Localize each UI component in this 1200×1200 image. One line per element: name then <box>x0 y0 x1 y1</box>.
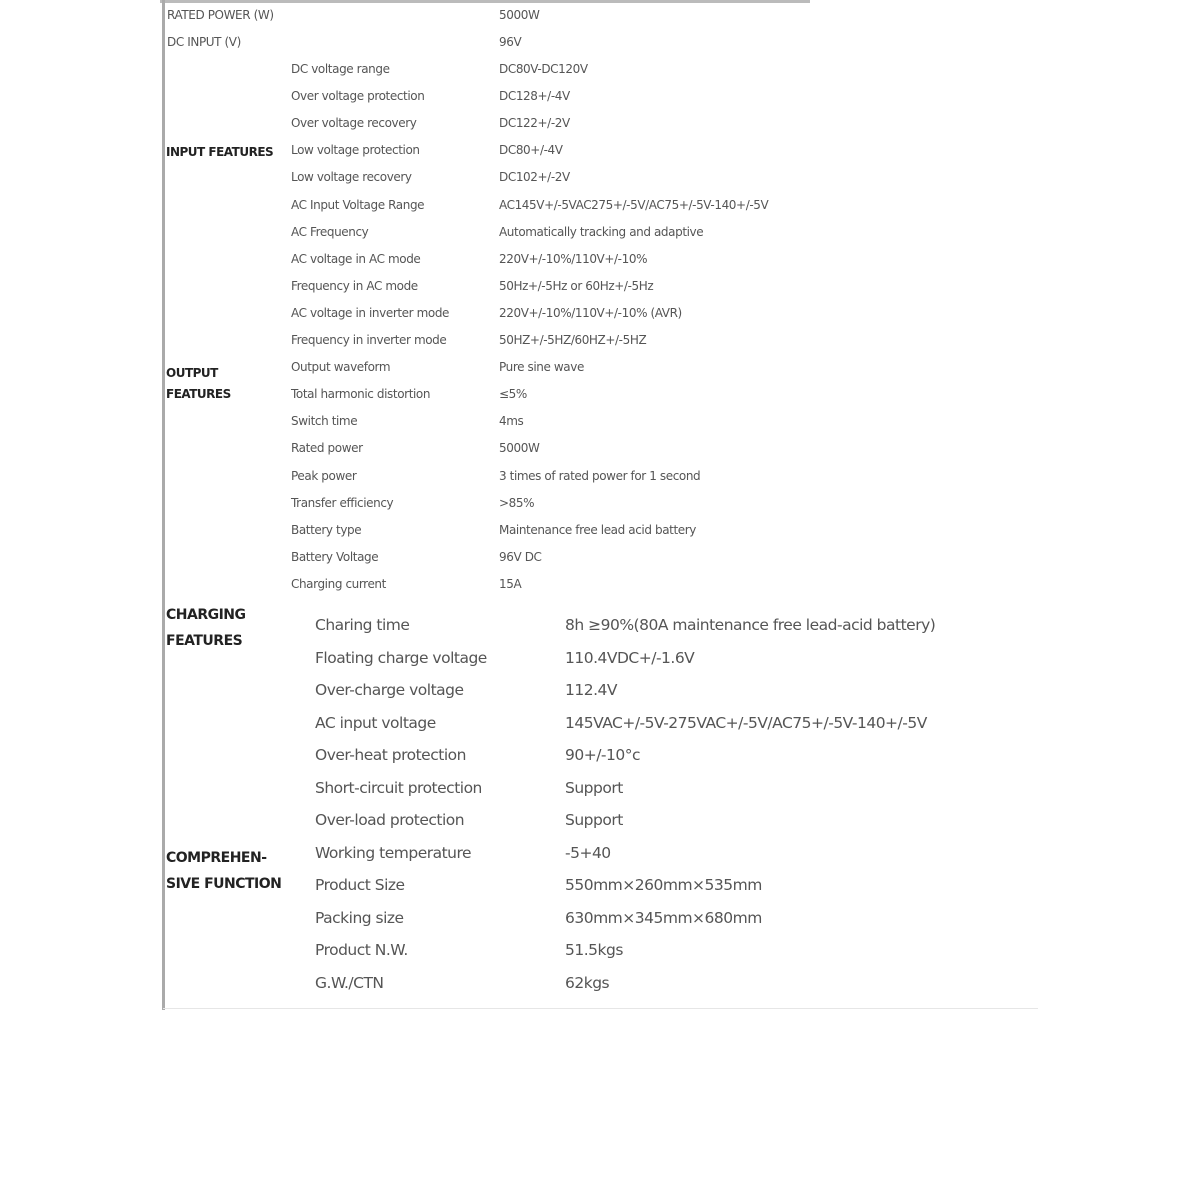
spec-value: Support <box>565 778 623 797</box>
spec-value: 15A <box>499 576 522 591</box>
group-output-features: OUTPUT FEATURES <box>166 366 231 401</box>
spec-value: 96V DC <box>499 549 542 564</box>
spec-label: AC voltage in inverter mode <box>291 305 450 320</box>
spec-value: 3 times of rated power for 1 second <box>499 468 701 483</box>
spec-label: Over-heat protection <box>315 746 466 764</box>
spec-value: Maintenance free lead acid battery <box>499 522 696 537</box>
table-left-border <box>162 0 165 1010</box>
spec-label: Battery type <box>291 522 362 537</box>
spec-value: 8h ≥90%(80A maintenance free lead-acid battery) <box>565 616 936 634</box>
spec-value: 5000W <box>499 8 540 22</box>
spec-value: 62kgs <box>565 973 610 992</box>
spec-value: DC80V-DC120V <box>499 62 588 76</box>
spec-label: Rated power <box>291 441 363 456</box>
spec-label: Transfer efficiency <box>291 495 394 510</box>
spec-label: Frequency in inverter mode <box>291 333 447 347</box>
spec-label: Over voltage recovery <box>291 116 417 131</box>
spec-value: >85% <box>499 495 535 510</box>
spec-label: Packing size <box>315 908 404 927</box>
spec-label: Peak power <box>291 468 357 483</box>
spec-value: Pure sine wave <box>499 360 584 375</box>
spec-label: Total harmonic distortion <box>291 387 431 402</box>
spec-label: Low voltage protection <box>291 143 420 158</box>
spec-label: AC input voltage <box>315 713 436 732</box>
spec-label: Output waveform <box>291 360 391 375</box>
spec-value: DC102+/-2V <box>499 170 570 185</box>
spec-label: Charging current <box>291 576 386 591</box>
spec-label: DC INPUT (V) <box>167 35 241 49</box>
spec-label: Short-circuit protection <box>315 778 482 797</box>
group-charging-features: CHARGING FEATURES <box>166 607 246 649</box>
spec-label: Frequency in AC mode <box>291 278 418 293</box>
spec-value: 50Hz+/-5Hz or 60Hz+/-5Hz <box>499 278 654 293</box>
spec-value: 90+/-10°c <box>565 746 641 764</box>
group-comprehensive-function: COMPREHEN-SIVE FUNCTION <box>166 850 282 892</box>
spec-value: ≤5% <box>499 387 527 402</box>
table-bottom-border <box>163 1008 1038 1009</box>
spec-value: 112.4V <box>565 681 617 699</box>
spec-value: 220V+/-10%/110V+/-10% (AVR) <box>499 305 682 320</box>
spec-label: Over-charge voltage <box>315 681 464 699</box>
spec-value: -5+40 <box>565 843 611 862</box>
spec-label: Floating charge voltage <box>315 648 487 667</box>
spec-value: 50HZ+/-5HZ/60HZ+/-5HZ <box>499 333 647 347</box>
table-top-border <box>160 0 810 3</box>
spec-value: 96V <box>499 35 522 49</box>
spec-label: DC voltage range <box>291 62 390 76</box>
spec-value: 145VAC+/-5V-275VAC+/-5V/AC75+/-5V-140+/-5V <box>565 713 927 732</box>
spec-label: AC Frequency <box>291 224 369 239</box>
spec-label: Product Size <box>315 876 405 894</box>
spec-value: 5000W <box>499 441 540 456</box>
spec-label: Over-load protection <box>315 811 465 829</box>
spec-value: 220V+/-10%/110V+/-10% <box>499 251 648 266</box>
spec-label: AC Input Voltage Range <box>291 197 425 212</box>
spec-label: Over voltage protection <box>291 89 425 104</box>
spec-value: 630mm×345mm×680mm <box>565 908 762 927</box>
spec-label: Product N.W. <box>315 941 408 959</box>
spec-label: Switch time <box>291 414 358 429</box>
spec-label: Charing time <box>315 616 410 634</box>
spec-value: AC145V+/-5VAC275+/-5V/AC75+/-5V-140+/-5V <box>499 197 769 212</box>
spec-label: RATED POWER (W) <box>167 8 274 22</box>
group-input-features: INPUT FEATURES <box>166 145 274 159</box>
spec-label: Battery Voltage <box>291 549 379 564</box>
spec-value: Support <box>565 811 623 829</box>
spec-value: 110.4VDC+/-1.6V <box>565 648 695 667</box>
spec-label: Working temperature <box>315 843 472 862</box>
spec-value: Automatically tracking and adaptive <box>499 224 704 239</box>
spec-label: AC voltage in AC mode <box>291 251 421 266</box>
spec-value: 4ms <box>499 414 524 429</box>
spec-label: Low voltage recovery <box>291 170 412 185</box>
spec-value: DC122+/-2V <box>499 116 570 131</box>
spec-value: 550mm×260mm×535mm <box>565 876 762 894</box>
spec-value: 51.5kgs <box>565 941 623 959</box>
spec-value: DC128+/-4V <box>499 89 570 104</box>
spec-value: DC80+/-4V <box>499 143 563 158</box>
spec-label: G.W./CTN <box>315 973 384 992</box>
